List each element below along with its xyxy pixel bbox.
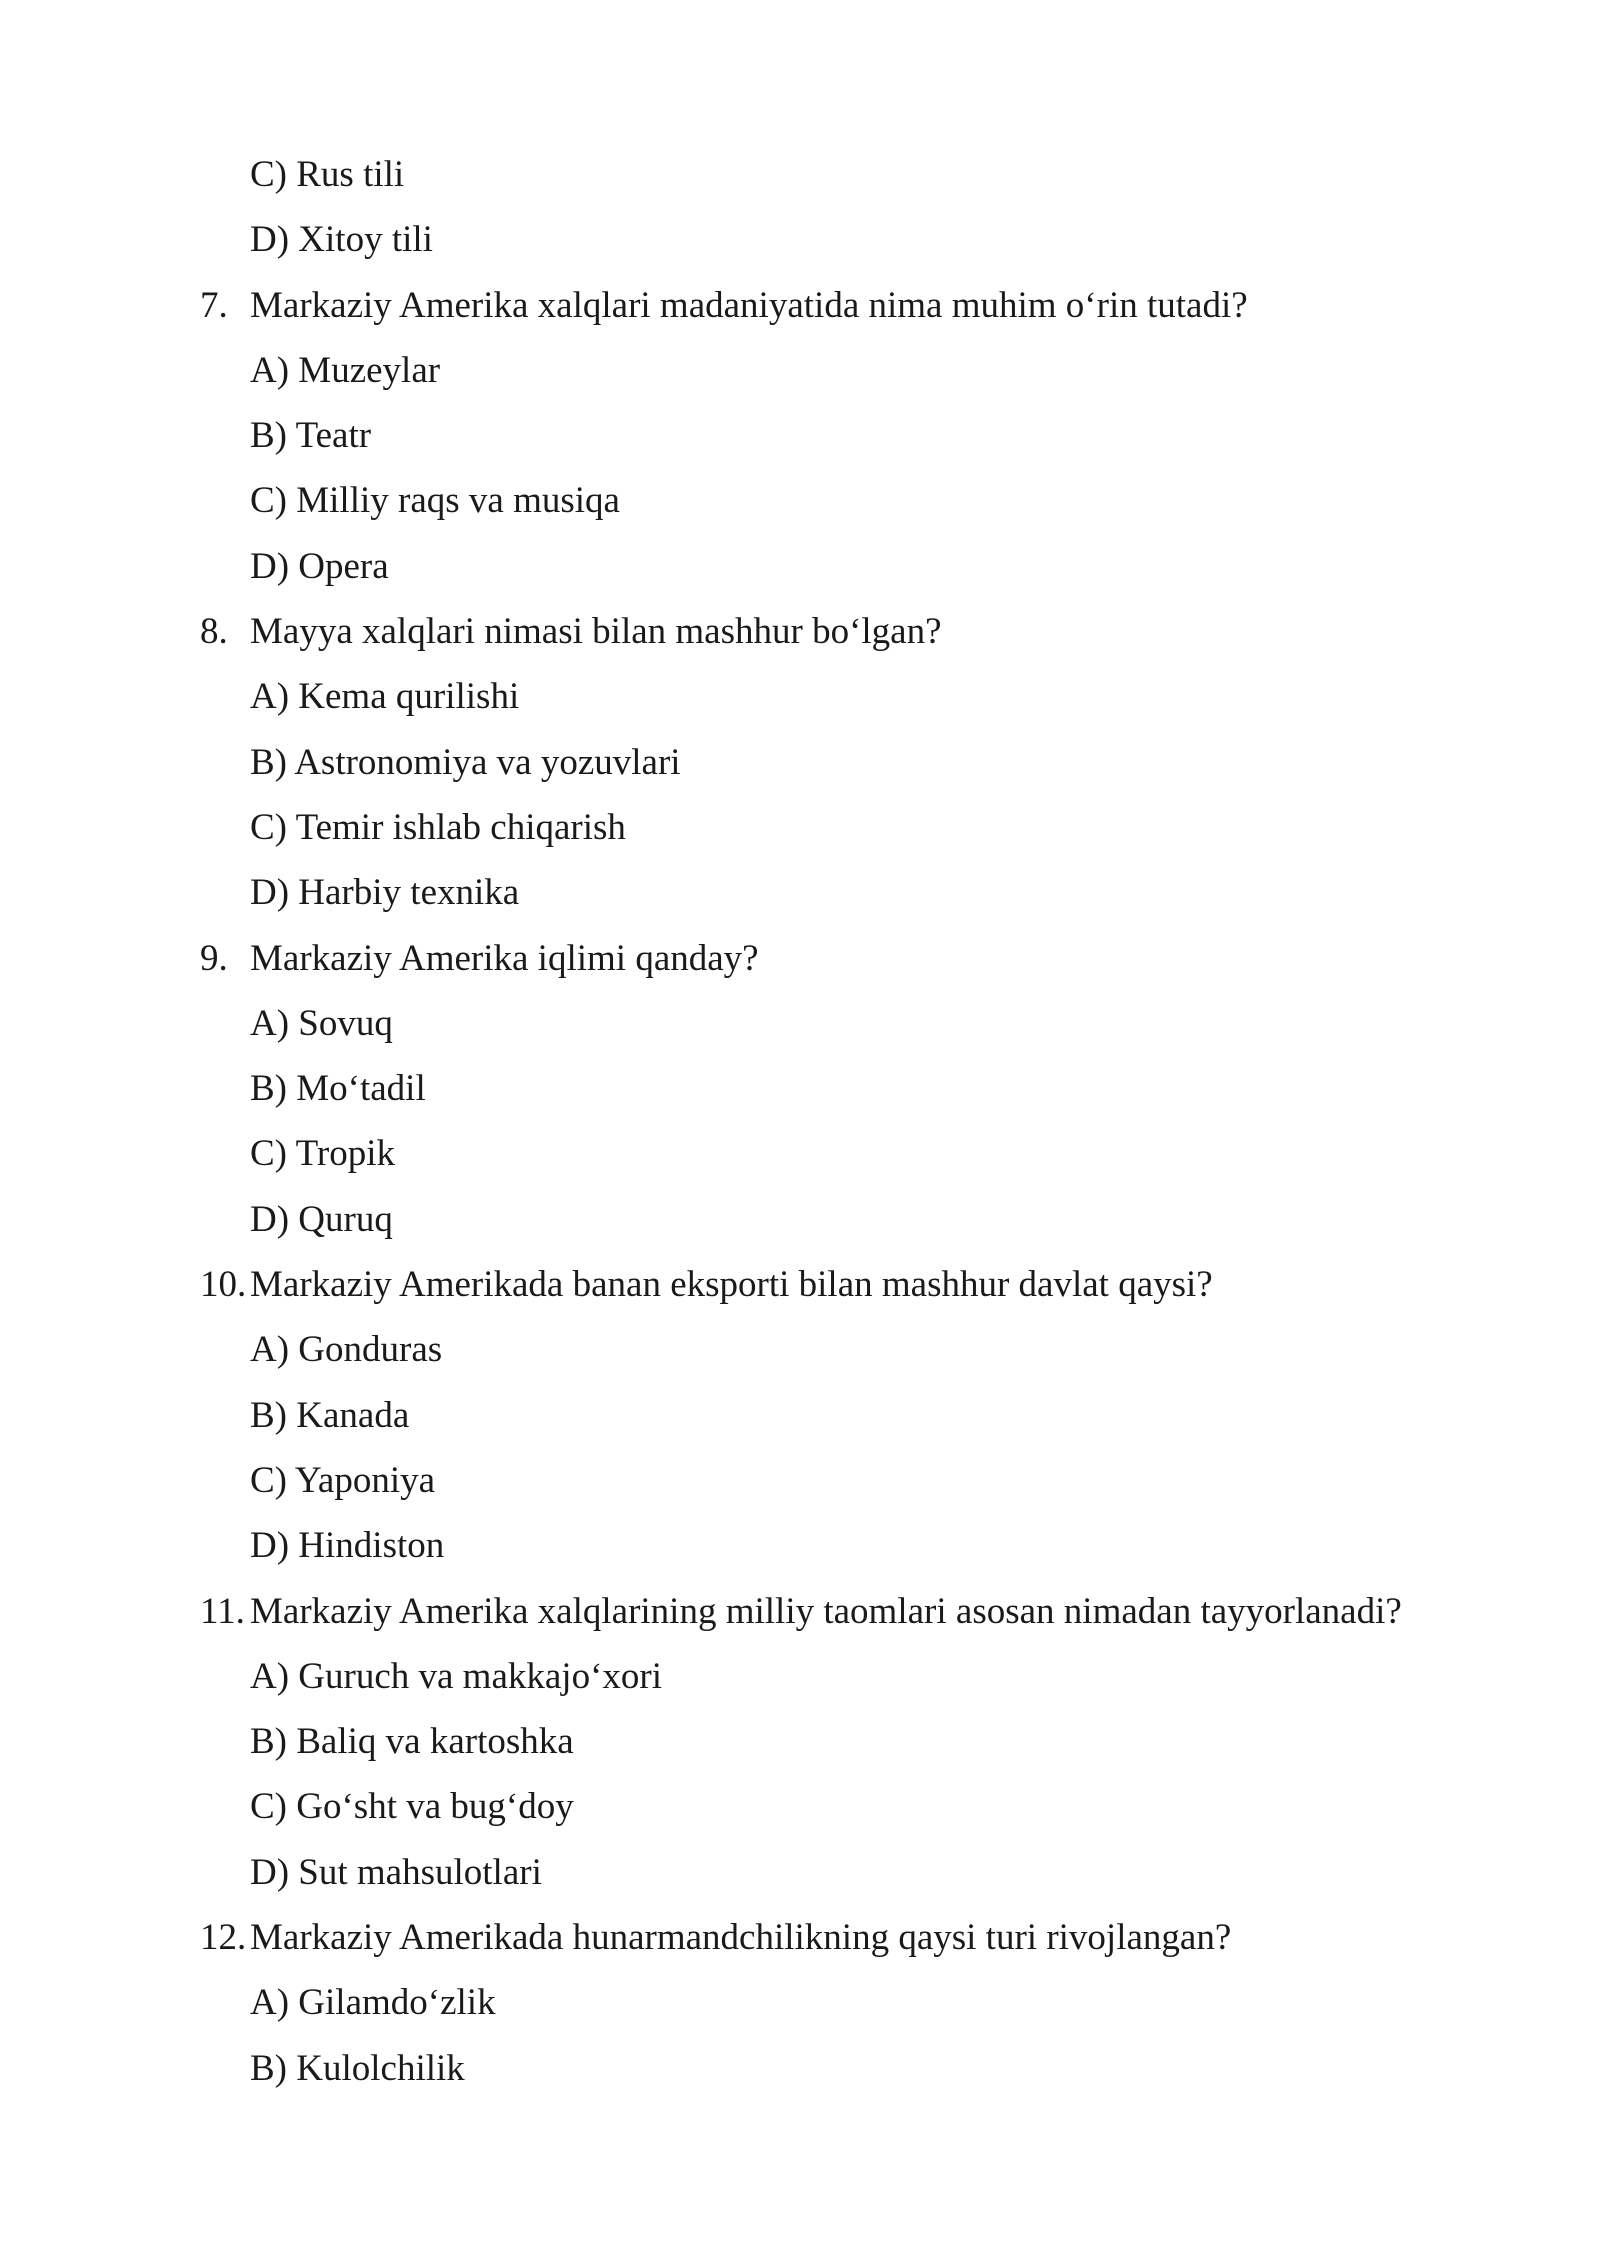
- question-line: [0, 1260, 1600, 1325]
- answer-option-text: D) Opera: [250, 545, 389, 587]
- answer-option: [0, 2044, 1600, 2109]
- question-number: 10.: [200, 1264, 247, 1306]
- question-line: [0, 607, 1600, 672]
- answer-option: [0, 1521, 1600, 1586]
- answer-option: [0, 1782, 1600, 1847]
- answer-option: [0, 542, 1600, 607]
- question-number: 12.: [200, 1917, 247, 1959]
- answer-option: [0, 1978, 1600, 2043]
- answer-option-text: A) Kema qurilishi: [250, 676, 520, 718]
- answer-option: [0, 411, 1600, 476]
- answer-option-text: C) Rus tili: [250, 154, 405, 195]
- question-number: 9.: [200, 937, 228, 979]
- answer-option-text: D) Hindiston: [250, 1525, 445, 1567]
- question-number: 7.: [200, 284, 228, 326]
- question-text: Markaziy Amerikada banan eksporti bilan mashhur davlat qaysi?: [250, 1264, 1213, 1306]
- answer-option: [0, 476, 1600, 541]
- answer-option: [0, 346, 1600, 411]
- answer-option: [0, 1325, 1600, 1390]
- answer-option: [0, 1064, 1600, 1129]
- answer-option: [0, 999, 1600, 1064]
- answer-option-text: D) Xitoy tili: [250, 219, 433, 261]
- answer-option-text: D) Harbiy texnika: [250, 872, 520, 914]
- answer-option: [0, 1129, 1600, 1194]
- answer-option-text: C) Temir ishlab chiqarish: [250, 806, 626, 848]
- answer-option: [0, 1195, 1600, 1260]
- answer-option: [0, 1717, 1600, 1782]
- question-number: 11.: [200, 1590, 245, 1632]
- answer-option: [0, 738, 1600, 803]
- answer-option: [0, 150, 1600, 215]
- answer-option: [0, 1848, 1600, 1913]
- answer-option-text: C) Milliy raqs va musiqa: [250, 480, 620, 522]
- answer-option-text: D) Sut mahsulotlari: [250, 1851, 542, 1893]
- answer-option-text: A) Muzeylar: [250, 349, 441, 391]
- answer-option-text: B) Astronomiya va yozuvlari: [250, 741, 681, 783]
- answer-option: [0, 672, 1600, 737]
- answer-option-text: C) Yaponiya: [250, 1459, 436, 1501]
- answer-option: [0, 1456, 1600, 1521]
- question-text: Mayya xalqlari nimasi bilan mashhur bo‘lgan?: [250, 611, 942, 653]
- question-text: Markaziy Amerikada hunarmandchilikning qaysi turi rivojlangan?: [250, 1917, 1232, 1959]
- answer-option-text: B) Teatr: [250, 415, 372, 457]
- question-line: [0, 281, 1600, 346]
- question-line: [0, 934, 1600, 999]
- answer-option-text: C) Go‘sht va bug‘doy: [250, 1786, 574, 1828]
- question-number: 8.: [200, 611, 228, 653]
- answer-option-text: B) Mo‘tadil: [250, 1068, 426, 1110]
- answer-option-text: B) Baliq va kartoshka: [250, 1721, 574, 1763]
- answer-option: [0, 803, 1600, 868]
- answer-option-text: C) Tropik: [250, 1133, 395, 1175]
- answer-option: [0, 215, 1600, 280]
- answer-option-text: A) Sovuq: [250, 1002, 393, 1044]
- answer-option-text: A) Gilamdo‘zlik: [250, 1982, 496, 2024]
- answer-option: [0, 1391, 1600, 1456]
- answer-option: [0, 1652, 1600, 1717]
- question-line: [0, 1587, 1600, 1652]
- answer-option-text: B) Kulolchilik: [250, 2047, 465, 2089]
- question-text: Markaziy Amerika xalqlari madaniyatida nima muhim o‘rin tutadi?: [250, 284, 1248, 326]
- answer-option: [0, 868, 1600, 933]
- answer-option-text: A) Gonduras: [250, 1329, 443, 1371]
- question-text: Markaziy Amerika iqlimi qanday?: [250, 937, 759, 979]
- answer-option-text: B) Kanada: [250, 1394, 410, 1436]
- answer-option-text: D) Quruq: [250, 1198, 393, 1240]
- question-line: [0, 1913, 1600, 1978]
- answer-option-text: A) Guruch va makkajo‘xori: [250, 1655, 663, 1697]
- quiz-content: [0, 150, 1600, 2109]
- question-text: Markaziy Amerika xalqlarining milliy taomlari asosan nimadan tayyorlanadi?: [250, 1590, 1402, 1632]
